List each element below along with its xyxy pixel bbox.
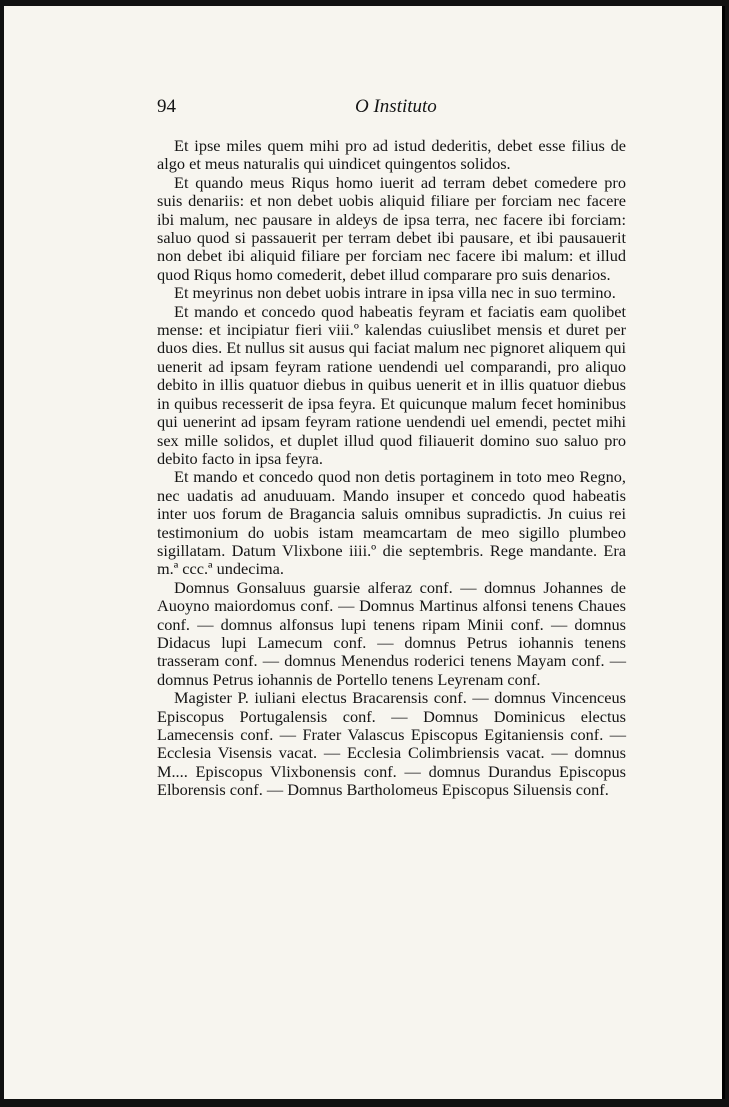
paragraph-riqus-homo: Et quando meus Riqus homo iuerit ad terram debet comedere pro suis denariis: et non debet uobis aliquid filiare per forciam nec facere ibi malum, nec pausare in aldeys de ipsa terra, nec facere ibi forciam: saluo quod si passauerit per terram debet ibi pausare, et ibi pausauerit non debet ibi aliquid filiare per forciam nec facere ibi malum: et illud quod Riqus homo comederit, debet illud comparare pro suis denarios. bbox=[157, 172, 626, 284]
page-header bbox=[157, 96, 627, 120]
paragraph-lay-witnesses: Domnus Gonsaluus guarsie alferaz conf. — domnus Johannes de Auoyno maiordomus conf. — Domnus Martinus alfonsi tenens Chaues conf. — domnus alfonsus lupi tenens ripam Minii conf. — domnus Didacus lupi Lamecum conf. — domnus Petrus iohannis tenens trasseram conf. — domnus Menendus roderici tenens Mayam conf. — domnus Petrus iohannis de Portello tenens Leyrenam conf. bbox=[157, 577, 626, 689]
paragraph-meyrinus: Et meyrinus non debet uobis intrare in ipsa villa nec in suo termino. bbox=[174, 283, 616, 303]
page-number: 94 bbox=[157, 96, 176, 117]
body-text bbox=[157, 137, 626, 800]
running-title: O Instituto bbox=[355, 96, 437, 117]
paragraph-portaginem: Et mando et concedo quod non detis portaginem in toto meo Regno, nec uadatis ad anuduuam. Mando insuper et concedo quod habeatis inter uos forum de Bragancia saluis omnibus supradictis. Jn cuius rei testimonium do uobis istam meamcartam de meo sigillo plumbeo sigillatam. Datum Vlixbone iiii.º die septembris. Rege mandante. Era m.ª ccc.ª undecima. bbox=[157, 467, 626, 579]
paragraph-clergy-witnesses: Magister P. iuliani electus Bracarensis conf. — domnus Vincenceus Episcopus Portugalensis conf. — Domnus Dominicus electus Lamecensis conf. — Frater Valascus Episcopus Egitaniensis conf. — Ecclesia Visensis vacat. — Ecclesia Colimbriensis vacat. — domnus M.... Episcopus Vlixbonensis conf. — domnus Durandus Episcopus Elborensis conf. — Domnus Bartholomeus Episcopus Siluensis conf. bbox=[157, 688, 626, 800]
paragraph-knight: Et ipse miles quem mihi pro ad istud dederitis, debet esse filius de algo et meus naturalis qui uindicet quingentos solidos. bbox=[157, 136, 626, 174]
paragraph-feyra: Et mando et concedo quod habeatis feyram et faciatis eam quolibet mense: et incipiatur fieri viii.º kalendas cuiuslibet mensis et duret per duos dies. Et nullus sit ausus qui faciat malum nec pignoret aliquem qui uenerit ad ipsam feyram ratione uendendi uel comparandi, pro aliquo debito in illis quatuor diebus in quibus uenerit et in illis quatuor diebus in quibus recesserit de ipsa feyra. Et quicunque malum fecet hominibus qui uenerint ad ipsam feyram ratione uendendi uel emendi, pectet mihi sex mille solidos, et duplet illud quod filiauerit domino suo saluo pro debito facto in ipsa feyra. bbox=[157, 301, 626, 468]
